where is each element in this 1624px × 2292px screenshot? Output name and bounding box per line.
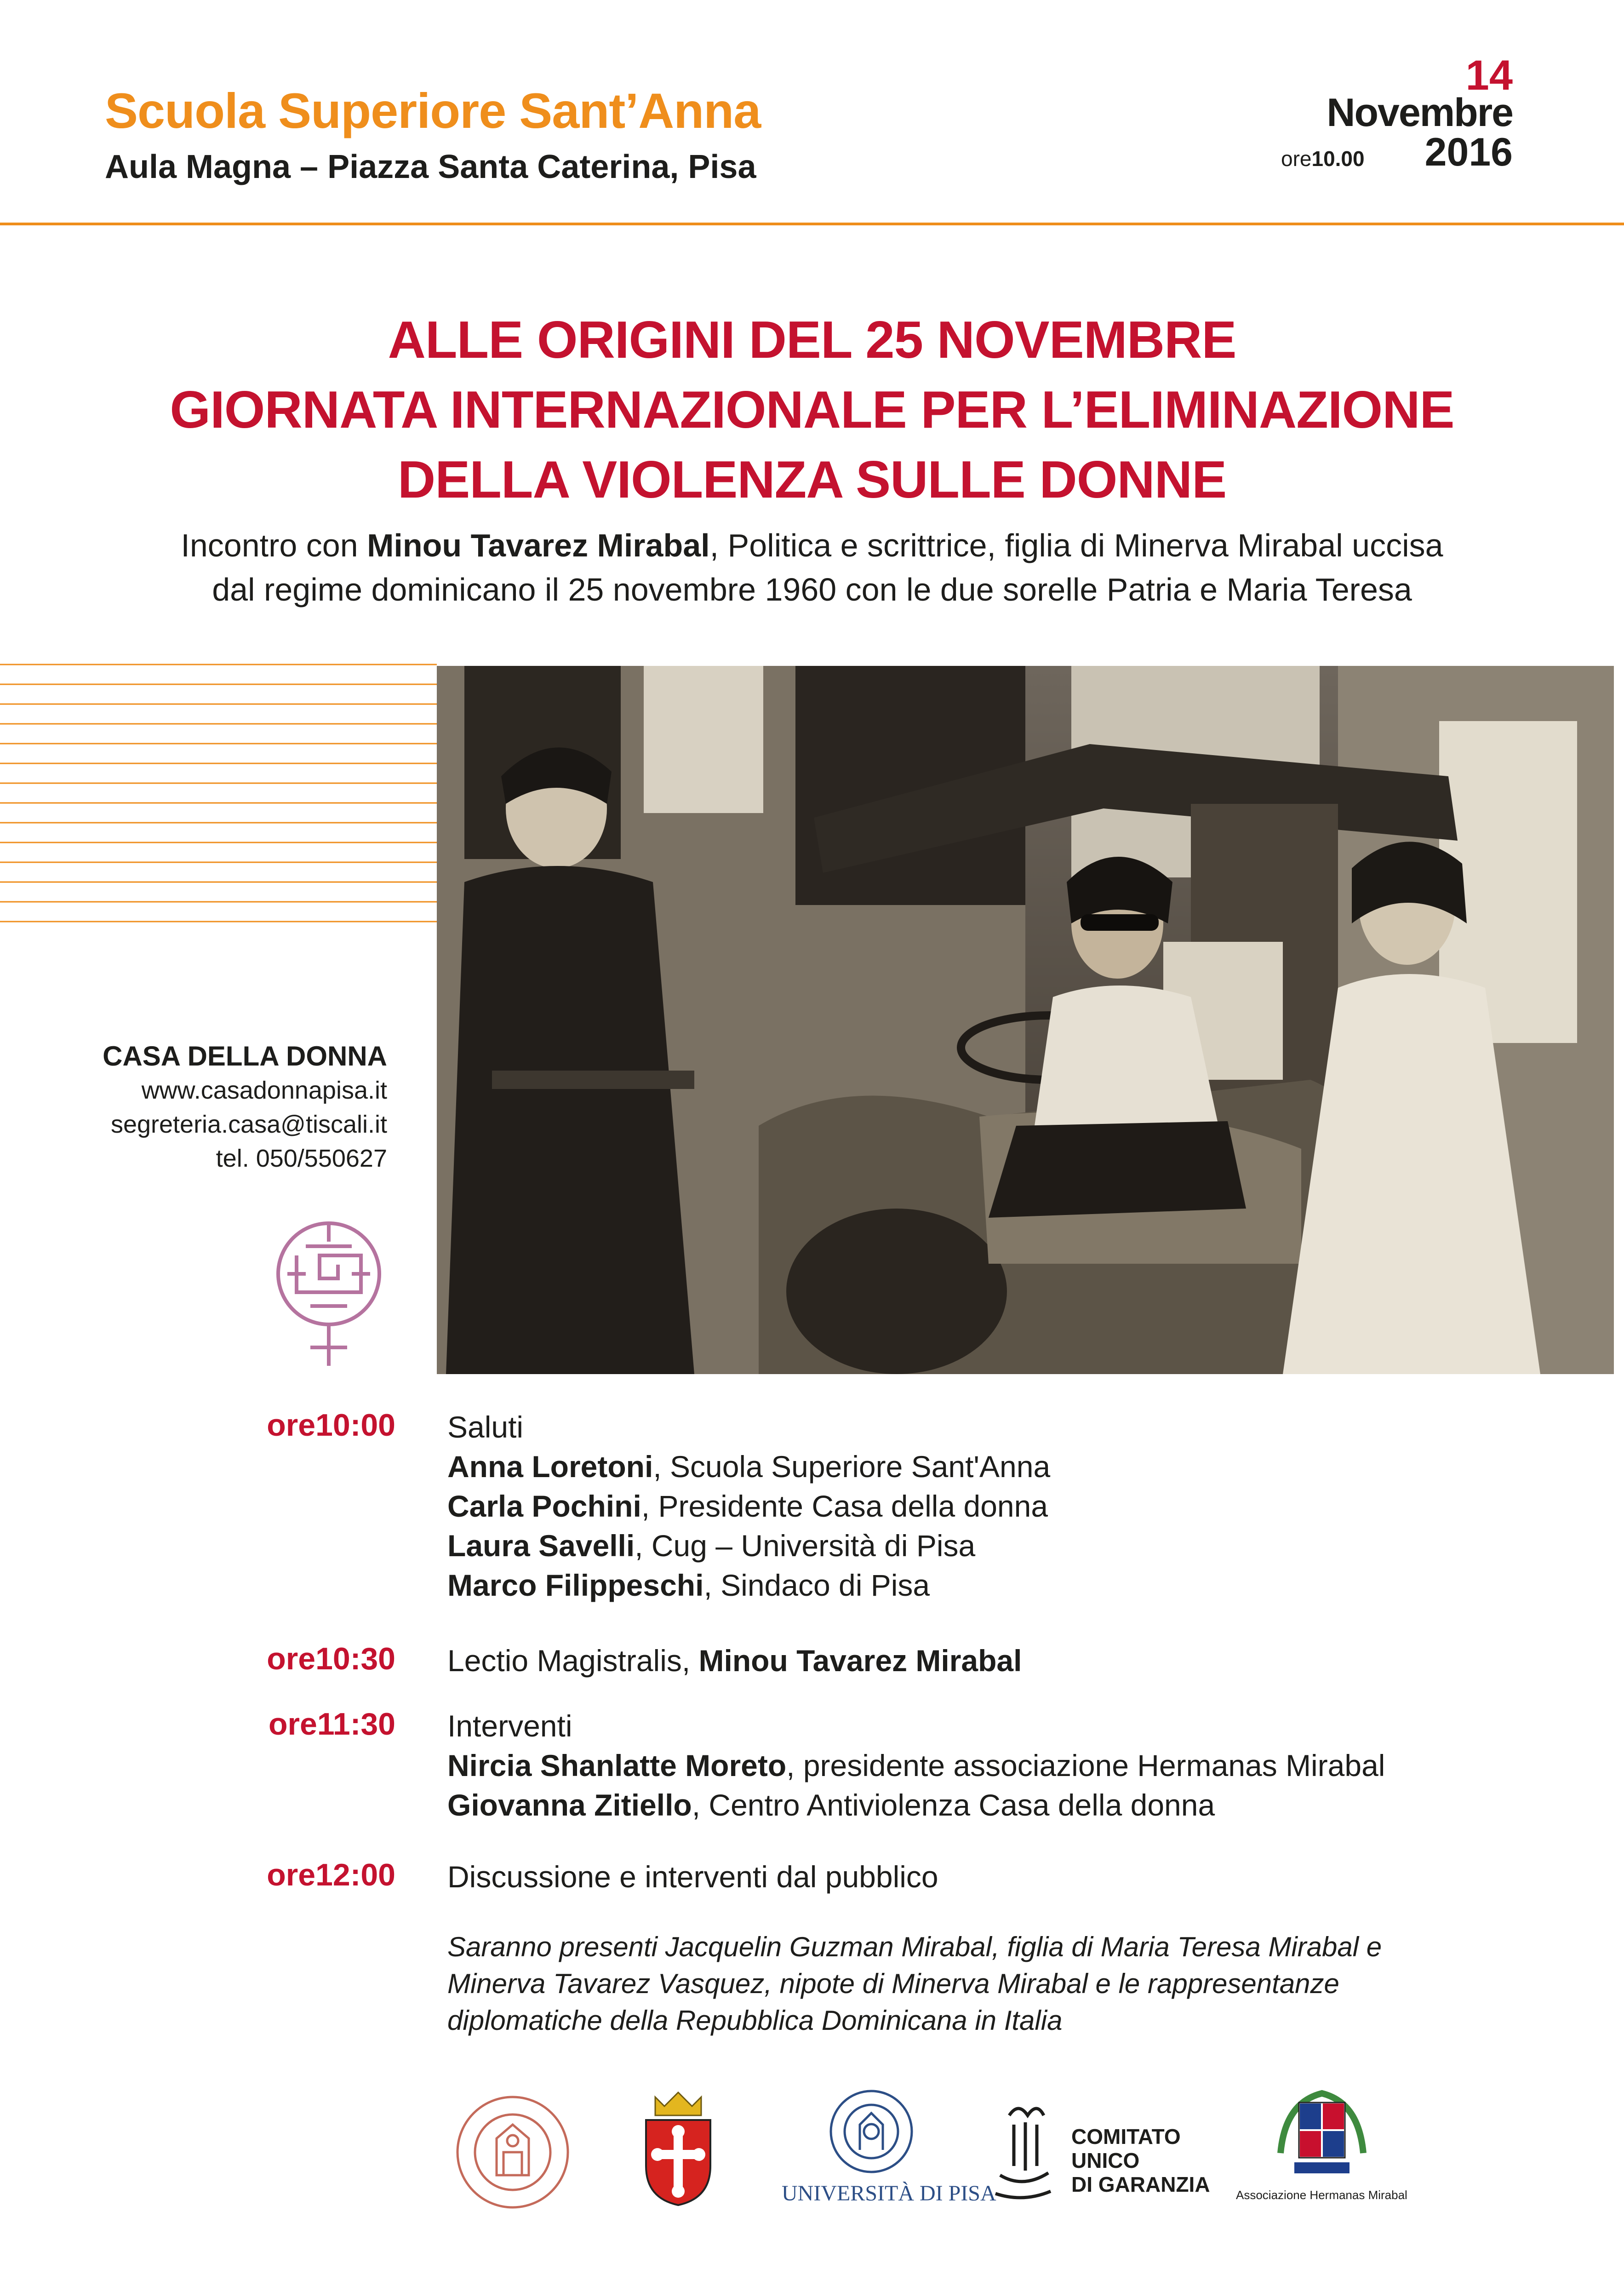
hermanas-mirabal-emblem-icon — [1267, 2084, 1377, 2190]
note-line-1: Saranno presenti Jacquelin Guzman Mirabal, figlia di Maria Teresa Mirabal e — [447, 1931, 1382, 1962]
speaker-role: , Cug – Università di Pisa — [635, 1529, 976, 1563]
title-line-3: DELLA VIOLENZA SULLE DONNE — [397, 451, 1227, 509]
photo-illustration — [437, 666, 1614, 1374]
note-italic — [447, 1929, 1574, 2039]
schedule-time-1: ore10:00 — [267, 1408, 395, 1443]
comune-di-pisa-crest-icon — [637, 2088, 720, 2207]
list-item — [447, 1486, 1574, 1526]
contact-org: CASA DELLA DONNA — [103, 1041, 387, 1072]
speaker-role: , Centro Antiviolenza Casa della donna — [692, 1788, 1215, 1822]
header-divider — [0, 223, 1624, 225]
cug-label — [1071, 2125, 1210, 2196]
schedule-time-4: ore12:00 — [267, 1857, 395, 1892]
cug-label-line-3: DI GARANZIA — [1071, 2172, 1210, 2196]
date-time — [1281, 146, 1365, 171]
venue: Aula Magna – Piazza Santa Caterina, Pisa — [105, 149, 756, 185]
heading-text: Lectio Magistralis, — [447, 1644, 699, 1678]
schedule-time-2: ore10:30 — [267, 1641, 395, 1676]
schedule-block-2 — [447, 1641, 1574, 1680]
note-line-3: diplomatiche della Repubblica Dominicana in Italia — [447, 2005, 1063, 2036]
speaker-role: , presidente associazione Hermanas Mirabal — [786, 1748, 1385, 1782]
cug-emblem-icon — [991, 2097, 1055, 2203]
speaker-role: , Sindaco di Pisa — [703, 1568, 930, 1602]
cug-label-line-2: UNICO — [1071, 2149, 1140, 2172]
contact-email[interactable]: segreteria.casa@tiscali.it — [110, 1111, 387, 1138]
intro-rest: , Politica e scrittrice, figlia di Minerva Mirabal uccisa — [709, 527, 1443, 563]
intro-line-1 — [0, 523, 1624, 567]
hermanas-mirabal-label: Associazione Hermanas Mirabal — [1236, 2188, 1407, 2202]
event-intro — [0, 523, 1624, 612]
list-item — [447, 1565, 1574, 1605]
heading-speaker: Minou Tavarez Mirabal — [698, 1644, 1022, 1678]
date-day: 14 — [1465, 52, 1513, 99]
schedule-heading: Interventi — [447, 1709, 572, 1743]
list-item — [447, 1785, 1574, 1825]
schedule-block-1 — [447, 1407, 1574, 1605]
decorative-stripes — [0, 663, 437, 939]
intro-prefix: Incontro con — [181, 527, 367, 563]
school-title: Scuola Superiore Sant’Anna — [105, 83, 761, 138]
date-month: Novembre — [1327, 91, 1513, 135]
title-line-2: GIORNATA INTERNAZIONALE PER L’ELIMINAZIONE — [170, 381, 1454, 439]
note-line-2: Minerva Tavarez Vasquez, nipote di Minerva Mirabal e le rappresentanze — [447, 1968, 1339, 1999]
universita-di-pisa-label: UNIVERSITÀ DI PISA — [782, 2181, 996, 2206]
list-item — [447, 1526, 1574, 1565]
title-line-1: ALLE ORIGINI DEL 25 NOVEMBRE — [388, 311, 1236, 369]
speaker-role: , Scuola Superiore Sant'Anna — [653, 1450, 1051, 1484]
speaker-name: Carla Pochini — [447, 1489, 641, 1523]
universita-di-pisa-seal-icon — [825, 2088, 917, 2175]
speaker-name: Marco Filippeschi — [447, 1568, 704, 1602]
speaker-name: Anna Loretoni — [447, 1450, 653, 1484]
contact-block — [60, 1039, 387, 1175]
intro-line-2: dal regime dominicano il 25 novembre 1960 con le due sorelle Patria e Maria Teresa — [212, 572, 1412, 607]
intro-speaker: Minou Tavarez Mirabal — [367, 527, 710, 563]
time-value: 10.00 — [1311, 147, 1365, 171]
schedule-block-4 — [447, 1857, 1574, 1897]
date-year: 2016 — [1424, 130, 1513, 174]
schedule-block-3 — [447, 1706, 1574, 1825]
event-title — [0, 305, 1624, 515]
sant-anna-seal-icon — [453, 2083, 572, 2221]
schedule-heading — [447, 1641, 1574, 1680]
list-item — [447, 1746, 1574, 1785]
speaker-role: , Presidente Casa della donna — [641, 1489, 1048, 1523]
schedule-heading: Discussione e interventi dal pubblico — [447, 1860, 938, 1894]
time-prefix: ore — [1281, 147, 1312, 171]
speaker-name: Giovanna Zitiello — [447, 1788, 692, 1822]
contact-phone: tel. 050/550627 — [216, 1145, 387, 1172]
list-item — [447, 1447, 1574, 1486]
schedule-time-3: ore11:30 — [269, 1707, 395, 1742]
historic-photo — [437, 666, 1614, 1374]
schedule-heading: Saluti — [447, 1410, 524, 1444]
speaker-name: Nircia Shanlatte Moreto — [447, 1748, 787, 1782]
casa-della-donna-logo-icon — [260, 1214, 398, 1370]
speaker-name: Laura Savelli — [447, 1529, 635, 1563]
cug-label-line-1: COMITATO — [1071, 2125, 1181, 2149]
contact-website[interactable]: www.casadonnapisa.it — [141, 1077, 387, 1104]
